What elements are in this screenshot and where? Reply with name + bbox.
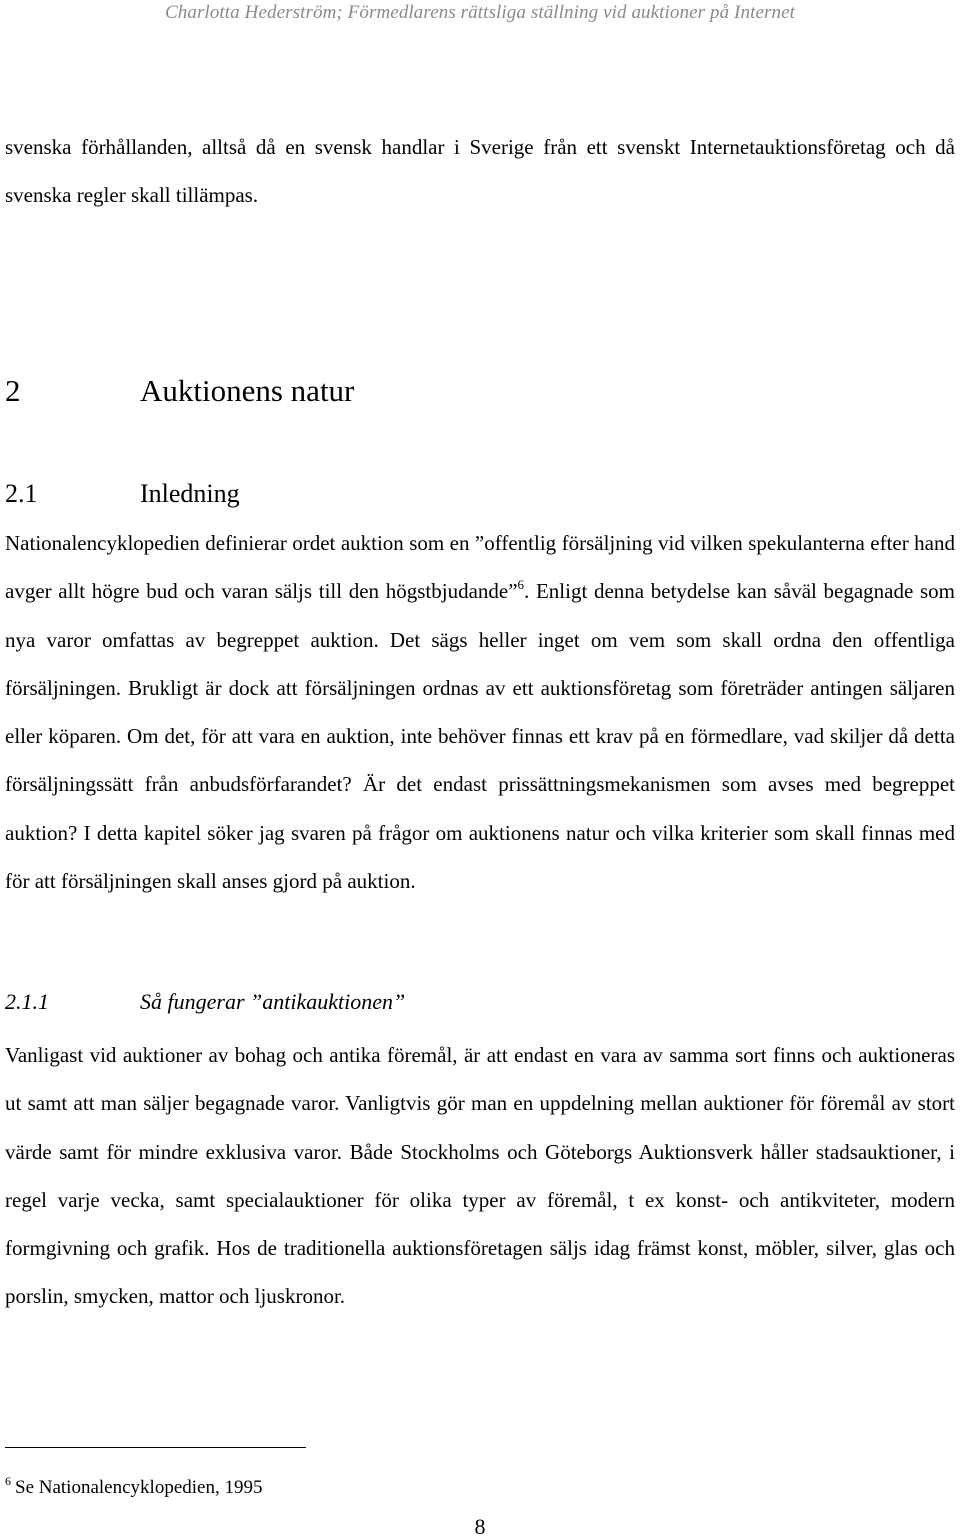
subsection-number: 2.1.1 — [5, 989, 49, 1014]
footnote — [5, 1474, 262, 1502]
section-paragraph — [5, 519, 955, 905]
footnote-marker: 6 — [5, 1474, 11, 1488]
running-header: Charlotta Hederström; Förmedlarens rättsliga ställning vid auktioner på Internet — [164, 2, 796, 23]
chapter-heading — [5, 366, 354, 416]
section-heading — [5, 473, 240, 515]
section-title: Inledning — [140, 479, 240, 508]
footnote-reference[interactable]: 6 — [517, 577, 525, 593]
chapter-number: 2 — [5, 373, 21, 408]
footnote-separator — [5, 1447, 306, 1448]
chapter-title: Auktionens natur — [140, 373, 355, 408]
footnote-text: Se Nationalencyklopedien, 1995 — [15, 1477, 263, 1498]
intro-paragraph: svenska förhållanden, alltså då en svensk handlar i Sverige från ett svenskt Internetauktionsföretag och då svenska regler skall tillämpas. — [5, 135, 955, 208]
section-paragraph-text-after: . Enligt denna betydelse kan såväl begagnade som nya varor omfattas av begreppet auktion. Det sägs heller inget om vem som skall ordna den offentliga försäljningen. Brukligt är dock att försäljningen ordnas av ett auktionsföretag som företräder antingen säljaren eller köparen. Om det, för att vara en auktion, inte behöver finnas ett krav på en förmedlare, vad skiljer då detta försäljningssätt från anbudsförfarandet? Är det endast prissättningsmekanismen som avses med begreppet auktion? I detta kapitel söker jag svaren på frågor om auktionens natur och vilka kriterier som skall finnas med för att försäljningen skall anses gjord på auktion. — [5, 579, 955, 894]
section-paragraph-text-before: Nationalencyklopedien definierar ordet auktion som en ”offentlig försäljning vid vilken spekulanterna efter hand avger allt högre bud och varan säljs till den högstbjudande” — [5, 531, 955, 604]
subsection-title: Så fungerar ”antikauktionen” — [140, 989, 406, 1014]
subsection-paragraph: Vanligast vid auktioner av bohag och antika föremål, är att endast en vara av samma sort finns och auktioneras ut samt att man säljer begagnade varor. Vanligtvis gör man en uppdelning mellan auktioner för föremål av stort värde samt för mindre exklusiva varor. Både Stockholms och Göteborgs Auktionsverk håller stadsauktioner, i regel varje vecka, samt specialauktioner för olika typer av föremål, t ex konst- och antikviteter, modern formgivning och grafik. Hos de traditionella auktionsföretagen säljs idag främst konst, möbler, silver, glas och porslin, smycken, mattor och ljuskronor. — [5, 1043, 955, 1309]
section-number: 2.1 — [5, 479, 38, 508]
page-number: 8 — [474, 1514, 486, 1539]
subsection-heading — [5, 982, 405, 1022]
